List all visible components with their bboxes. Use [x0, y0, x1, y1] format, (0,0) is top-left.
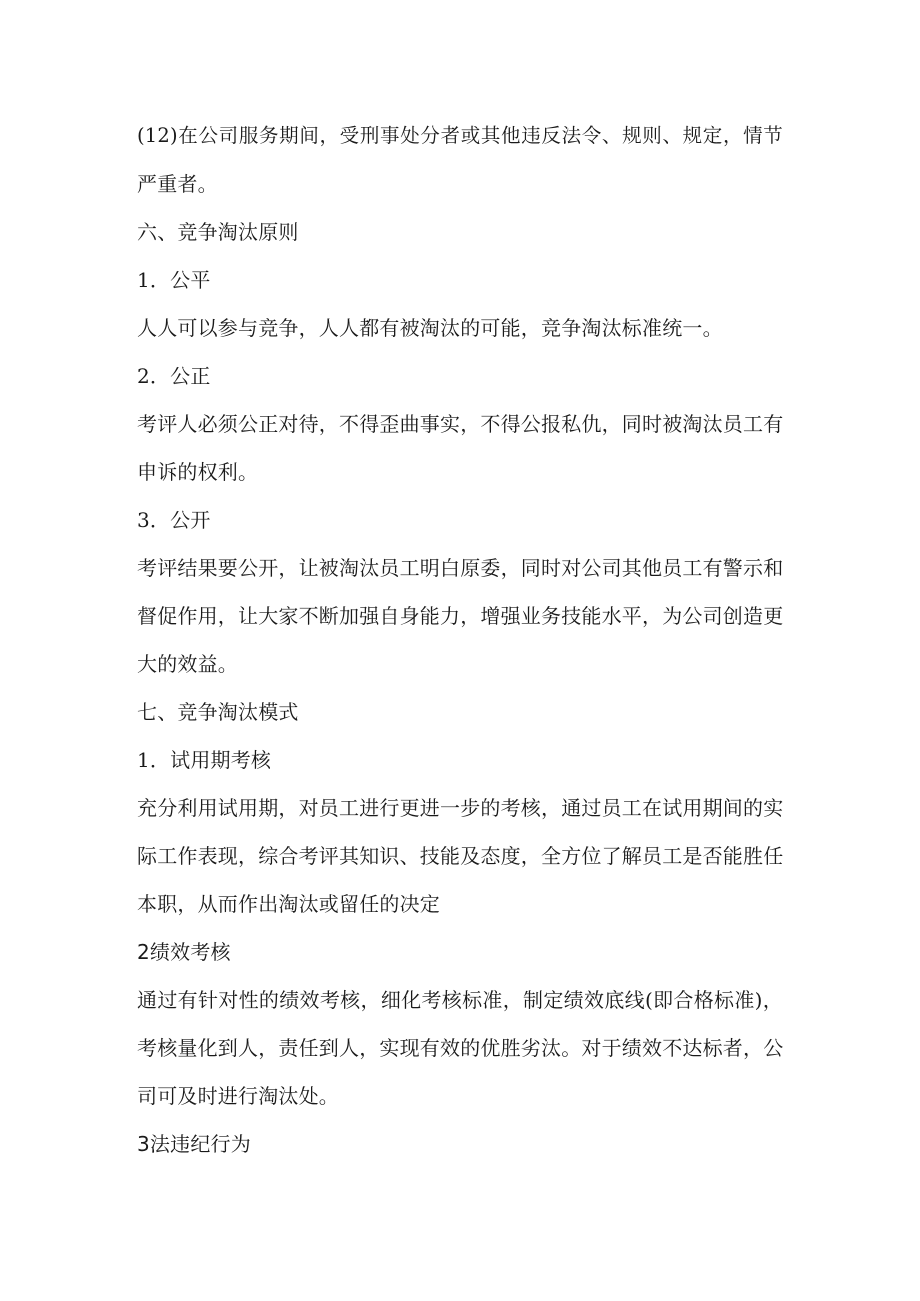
- subsection-heading: 2绩效考核: [137, 940, 231, 964]
- section-heading: 七、竞争淘汰模式: [137, 700, 299, 724]
- text-line: (12)在公司服务期间，受刑事处分者或其他违反法令、规则、规定，情节: [137, 124, 783, 147]
- document-body: [137, 112, 783, 1168]
- text-line: 本职，从而作出淘汰或留任的决定: [137, 892, 440, 916]
- text-line: 申诉的权利。: [137, 460, 259, 484]
- subsection-heading: 1．公平: [137, 268, 211, 292]
- text-line: 充分利用试用期，对员工进行更进一步的考核，通过员工在试用期间的实: [137, 796, 784, 820]
- text-line: 考评人必须公正对待，不得歪曲事实，不得公报私仇，同时被淘汰员工有: [137, 412, 784, 436]
- text-line: 通过有针对性的绩效考核，细化考核标准，制定绩效底线(即合格标准)，: [137, 988, 783, 1012]
- section-heading: 六、竞争淘汰原则: [137, 220, 299, 244]
- text-line: 考核量化到人，责任到人，实现有效的优胜劣汰。对于绩效不达标者，公: [137, 1036, 784, 1060]
- subsection-heading: 3．公开: [137, 508, 211, 532]
- text-line: 人人可以参与竞争，人人都有被淘汰的可能，竞争淘汰标准统一。: [137, 316, 723, 340]
- text-line: 司可及时进行淘汰处。: [137, 1084, 339, 1108]
- text-line: 大的效益。: [137, 652, 238, 676]
- subsection-heading: 3法违纪行为: [137, 1132, 251, 1156]
- text-line: 考评结果要公开，让被淘汰员工明白原委，同时对公司其他员工有警示和: [137, 556, 784, 580]
- subsection-heading: 2．公正: [137, 364, 211, 388]
- text-line: 严重者。: [137, 172, 218, 196]
- subsection-heading: 1．试用期考核: [137, 748, 272, 772]
- text-line: 际工作表现，综合考评其知识、技能及态度，全方位了解员工是否能胜任: [137, 844, 784, 868]
- text-line: 督促作用，让大家不断加强自身能力，增强业务技能水平，为公司创造更: [137, 604, 784, 628]
